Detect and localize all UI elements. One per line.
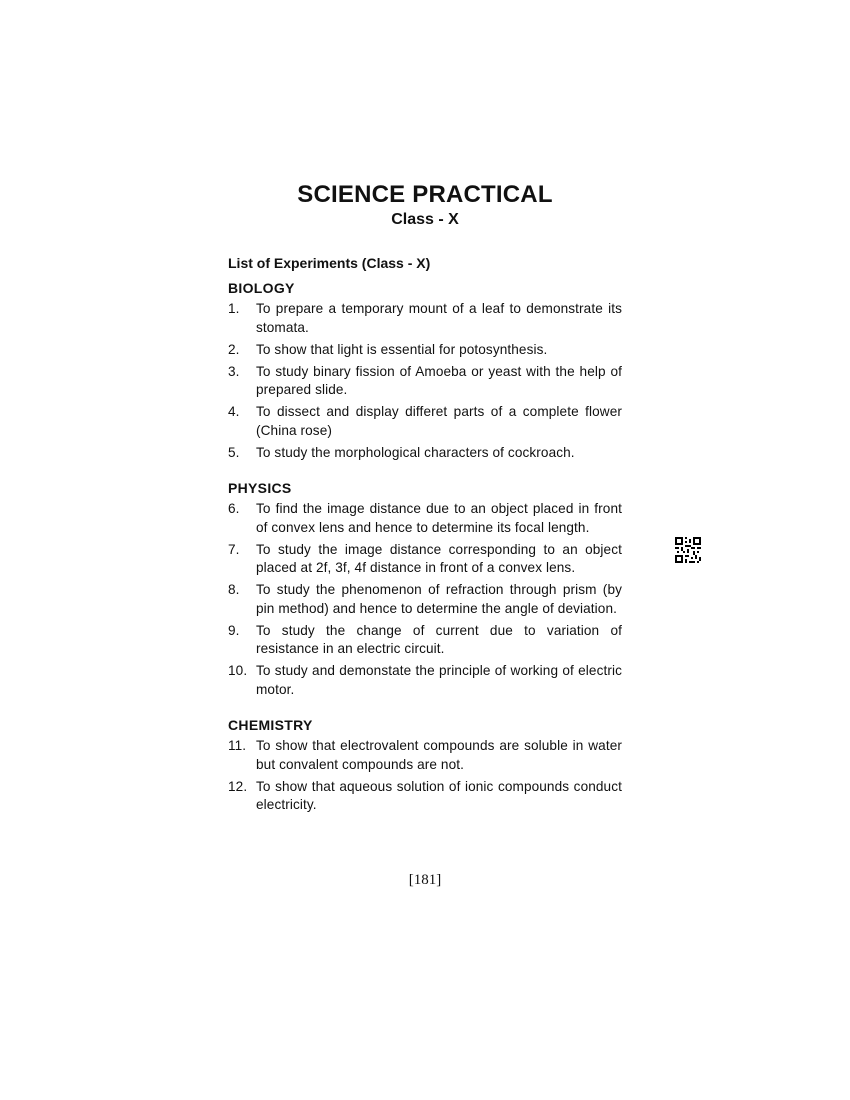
experiment-list <box>228 254 622 832</box>
item-text: To prepare a temporary mount of a leaf to demonstrate its stomata. <box>256 301 622 335</box>
section-chemistry <box>228 716 622 815</box>
list-item <box>228 541 622 578</box>
list-item <box>228 444 622 463</box>
item-text: To study the phenomenon of refraction through prism (by pin method) and hence to determine the angle of deviation. <box>256 582 622 616</box>
item-number: 11. <box>228 738 247 753</box>
item-number: 9. <box>228 622 240 638</box>
list-item <box>228 778 622 815</box>
list-item <box>228 500 622 537</box>
page-subtitle: Class - X <box>391 211 459 228</box>
list-item <box>228 363 622 400</box>
list-item <box>228 403 622 440</box>
item-number: 1. <box>228 301 240 316</box>
list-item <box>228 581 622 618</box>
page-number: [181] <box>408 872 442 888</box>
item-number: 6. <box>228 501 240 516</box>
item-text: To show that light is essential for potosynthesis. <box>256 341 548 357</box>
item-number: 10. <box>228 663 248 678</box>
list-item <box>228 300 622 337</box>
item-number: 4. <box>228 404 240 419</box>
item-number: 5. <box>228 444 240 460</box>
list-item <box>228 341 622 360</box>
section-heading: BIOLOGY <box>228 280 295 296</box>
section-biology <box>228 279 622 462</box>
item-number: 7. <box>228 541 240 557</box>
item-text: To study the change of current due to variation of resistance in an electric circuit. <box>256 622 622 656</box>
qr-code-icon[interactable] <box>675 537 701 563</box>
item-number: 12. <box>228 778 248 794</box>
section-heading: PHYSICS <box>228 480 292 496</box>
page-title: SCIENCE PRACTICAL <box>297 181 553 208</box>
list-item <box>228 737 622 774</box>
item-text: To study the morphological characters of cockroach. <box>256 444 575 460</box>
item-text: To show that aqueous solution of ionic compounds conduct electricity. <box>256 778 622 812</box>
item-text: To study and demonstate the principle of working of electric motor. <box>256 663 622 697</box>
item-text: To find the image distance due to an object placed in front of convex lens and hence to determine its focal length. <box>256 501 622 535</box>
section-physics <box>228 479 622 699</box>
item-number: 3. <box>228 363 240 379</box>
list-heading: List of Experiments (Class - X) <box>228 255 431 271</box>
item-text: To show that electrovalent compounds are soluble in water but convalent compounds are not. <box>256 738 622 772</box>
section-heading: CHEMISTRY <box>228 717 313 733</box>
item-text: To study binary fission of Amoeba or yeast with the help of prepared slide. <box>256 363 622 397</box>
list-item <box>228 622 622 659</box>
item-number: 8. <box>228 582 240 597</box>
item-number: 2. <box>228 341 240 357</box>
list-item <box>228 662 622 699</box>
item-text: To dissect and display differet parts of a complete flower (China rose) <box>256 404 622 438</box>
item-text: To study the image distance corresponding to an object placed at 2f, 3f, 4f distance in front of a convex lens. <box>256 541 622 575</box>
